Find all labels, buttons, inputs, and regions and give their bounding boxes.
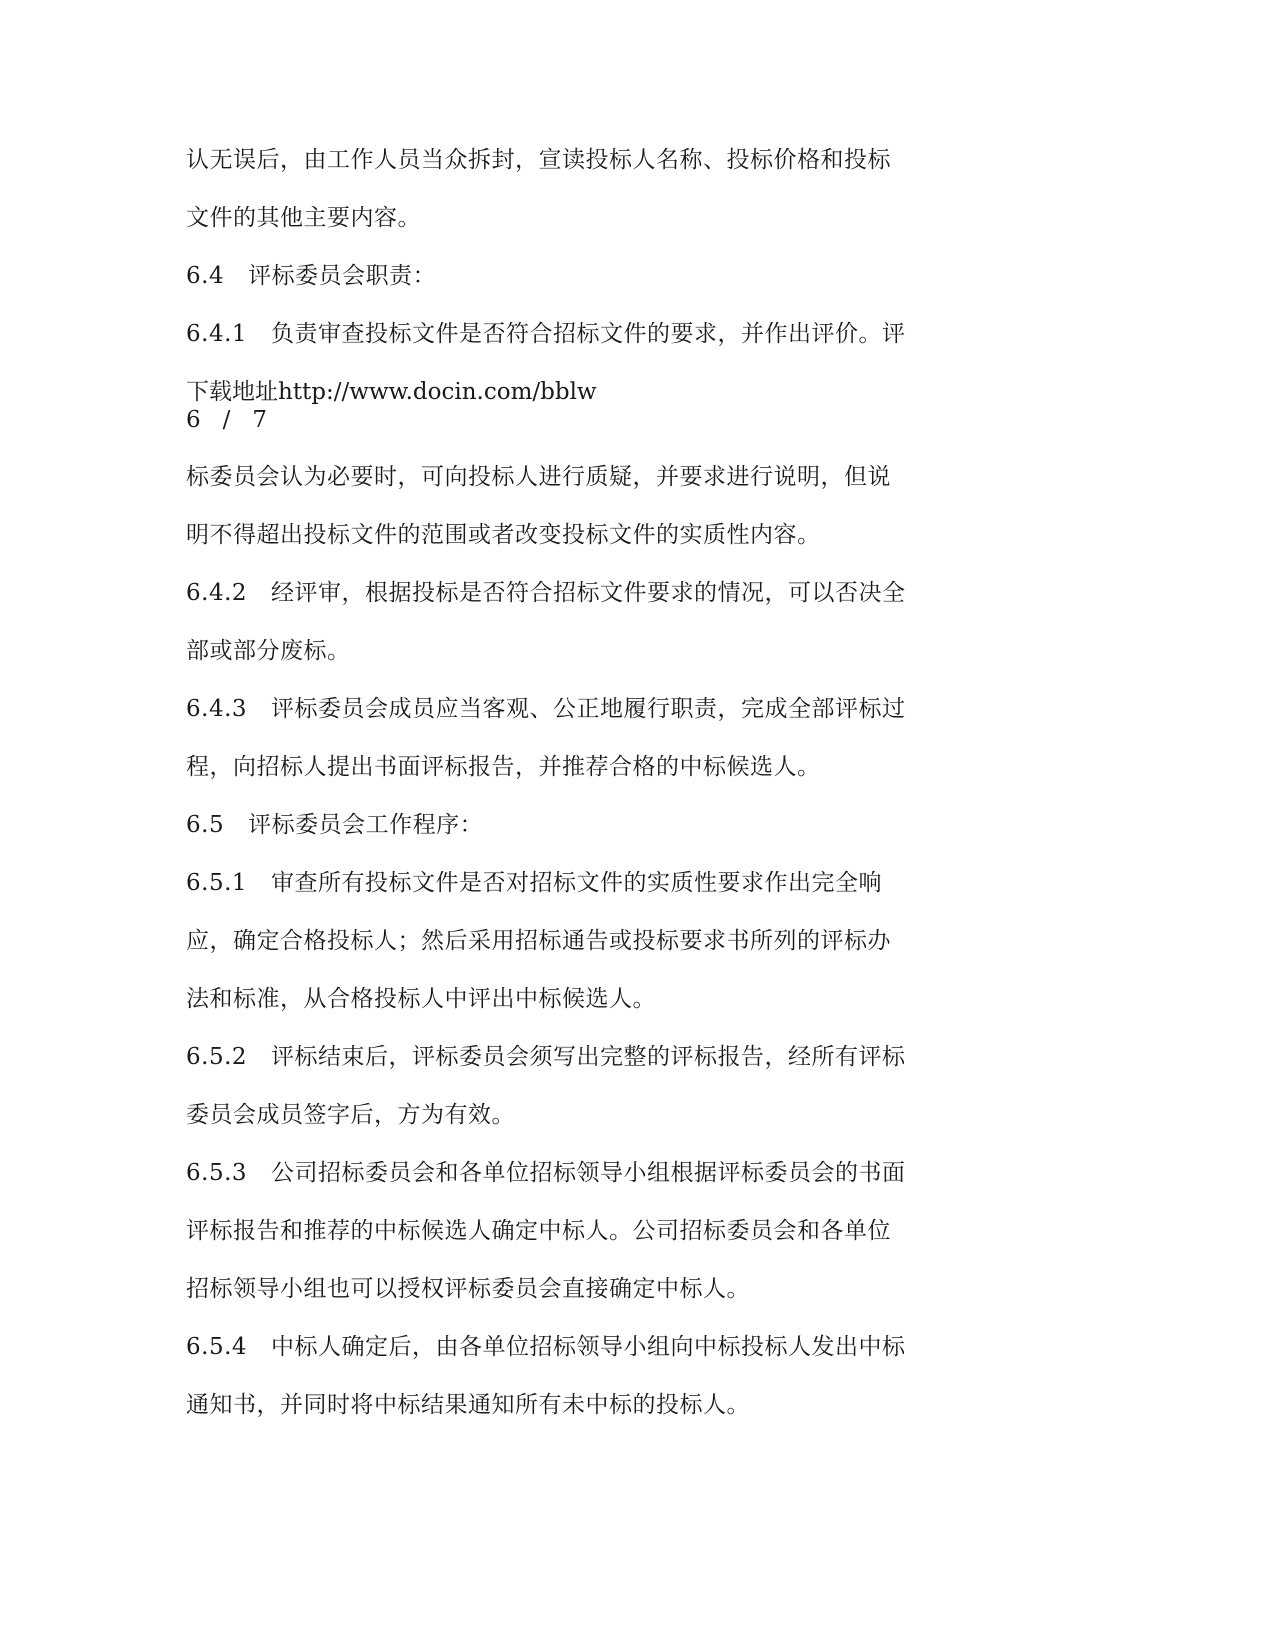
clause-number: 6.5.2	[186, 1044, 248, 1070]
paragraph-text: 认无误后，由工作人员当众拆封，宣读投标人名称、投标价格和投标	[186, 147, 891, 173]
clause-text: 中标人确定后，由各单位招标领导小组向中标投标人发出中标	[271, 1334, 906, 1360]
section-title: 评标委员会职责：	[248, 263, 437, 289]
section-number: 6.5	[186, 812, 225, 838]
section-heading	[186, 261, 436, 291]
paragraph-line	[186, 752, 821, 782]
paragraph-line	[186, 1100, 515, 1130]
clause-line	[186, 694, 906, 724]
paragraph-line	[186, 926, 891, 956]
paragraph-line	[186, 1216, 891, 1246]
paragraph-text: 文件的其他主要内容。	[186, 205, 421, 231]
clause-text: 公司招标委员会和各单位招标领导小组根据评标委员会的书面	[271, 1160, 906, 1186]
paragraph-text: 应，确定合格投标人；然后采用招标通告或投标要求书所列的评标办	[186, 928, 891, 954]
paragraph-line	[186, 520, 821, 550]
paragraph-text: 明不得超出投标文件的范围或者改变投标文件的实质性内容。	[186, 522, 821, 548]
clause-line	[186, 1042, 906, 1072]
clause-number: 6.5.4	[186, 1334, 248, 1360]
section-heading	[186, 810, 483, 840]
page-current: 6	[186, 407, 201, 433]
clause-line	[186, 1332, 906, 1362]
clause-number: 6.5.1	[186, 870, 248, 896]
page-number	[186, 405, 267, 435]
clause-line	[186, 578, 906, 608]
clause-line	[186, 868, 882, 898]
clause-text: 经评审，根据投标是否符合招标文件要求的情况，可以否决全	[271, 580, 906, 606]
page-separator: /	[222, 407, 231, 433]
clause-number: 6.4.3	[186, 696, 248, 722]
clause-text: 负责审查投标文件是否符合招标文件的要求，并作出评价。评	[271, 321, 906, 347]
clause-text: 审查所有投标文件是否对招标文件的实质性要求作出完全响	[271, 870, 883, 896]
clause-number: 6.4.2	[186, 580, 248, 606]
paragraph-text: 标委员会认为必要时，可向投标人进行质疑，并要求进行说明，但说	[186, 464, 891, 490]
download-link-text[interactable]: 下载地址http://www.docin.com/bblw	[186, 379, 597, 405]
clause-text: 评标结束后，评标委员会须写出完整的评标报告，经所有评标	[271, 1044, 906, 1070]
paragraph-text: 评标报告和推荐的中标候选人确定中标人。公司招标委员会和各单位	[186, 1218, 891, 1244]
clause-number: 6.5.3	[186, 1160, 248, 1186]
clause-line	[186, 1158, 906, 1188]
page-total: 7	[252, 407, 268, 433]
paragraph-line	[186, 1274, 750, 1304]
paragraph-line	[186, 1390, 750, 1420]
paragraph-line	[186, 203, 421, 233]
paragraph-text: 招标领导小组也可以授权评标委员会直接确定中标人。	[186, 1276, 750, 1302]
paragraph-line	[186, 145, 891, 175]
paragraph-text: 法和标准，从合格投标人中评出中标候选人。	[186, 986, 656, 1012]
clause-line	[186, 319, 906, 349]
paragraph-line	[186, 636, 351, 666]
paragraph-text: 通知书，并同时将中标结果通知所有未中标的投标人。	[186, 1392, 750, 1418]
paragraph-line	[186, 462, 891, 492]
paragraph-text: 部或部分废标。	[186, 638, 351, 664]
paragraph-text: 委员会成员签字后，方为有效。	[186, 1102, 515, 1128]
paragraph-line	[186, 984, 656, 1014]
paragraph-text: 程，向招标人提出书面评标报告，并推荐合格的中标候选人。	[186, 754, 821, 780]
section-title: 评标委员会工作程序：	[248, 812, 484, 838]
clause-number: 6.4.1	[186, 321, 248, 347]
clause-text: 评标委员会成员应当客观、公正地履行职责，完成全部评标过	[271, 696, 906, 722]
section-number: 6.4	[186, 263, 225, 289]
